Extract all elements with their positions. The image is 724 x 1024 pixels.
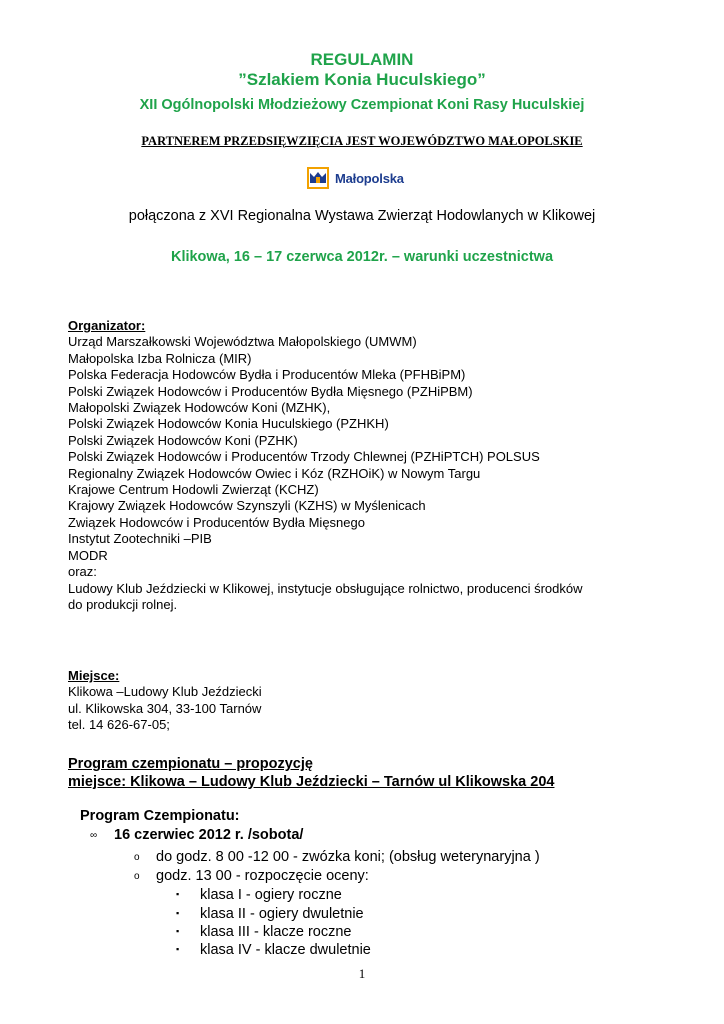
day-list-item [90,826,303,845]
square-bullet-icon: ▪ [176,889,180,899]
organizer-item: Instytut Zootechniki –PIB [68,531,212,547]
schedule-item [134,848,540,867]
program-subheading: Program Czempionatu: [80,808,240,824]
class-text: klasa III - klacze roczne [200,924,352,940]
place-section [68,668,262,734]
organizer-item: Polski Związek Hodowców i Producentów Bydła Mięsnego (PZHiPBM) [68,383,473,399]
place-heading: Miejsce: [68,668,120,683]
logo-text: Małopolska [335,170,404,186]
organizer-item: Krajowe Centrum Hodowli Zwierząt (KCHZ) [68,482,319,498]
schedule-text: do godz. 8 00 -12 00 - zwózka koni; (obsług weterynaryjna ) [156,849,540,865]
malopolska-logo-icon [307,167,329,189]
document-title: REGULAMIN [310,50,414,69]
square-bullet-icon: ▪ [176,908,180,918]
schedule-text: godz. 13 00 - rozpoczęcie oceny: [156,868,369,884]
organizer-item: Małopolska Izba Rolnicza (MIR) [68,350,252,366]
organizer-item: Krajowy Związek Hodowców Szynszyli (KZHS) w Myślenicach [68,498,426,514]
class-text: klasa IV - klacze dwuletnie [200,942,371,958]
square-bullet-icon: ▪ [176,926,180,936]
organizer-item: Polski Związek Hodowców Koni (PZHK) [68,432,298,448]
page-number: 1 [358,966,366,981]
circle-bullet-icon: o [134,852,140,863]
organizer-item: Polski Związek Hodowców i Producentów Trzody Chlewnej (PZHiPTCH) POLSUS [68,449,540,465]
place-line: ul. Klikowska 304, 33-100 Tarnów [68,700,262,716]
class-item [176,904,364,923]
schedule-item [134,867,369,886]
program-location: miejsce: Klikowa – Ludowy Klub Jeździecki – Tarnów ul Klikowska 204 [68,774,555,790]
day-label: 16 czerwiec 2012 r. /sobota/ [114,827,304,843]
organizer-item: Ludowy Klub Jeździecki w Klikowej, instytucje obsługujące rolnictwo, producenci środków [68,580,583,596]
organizer-heading: Organizator: [68,318,146,333]
organizer-item: Urząd Marszałkowski Województwa Małopolskiego (UMWM) [68,334,417,350]
combined-with-line: połączona z XVI Regionalna Wystawa Zwierząt Hodowlanych w Klikowej [128,208,596,224]
organizer-item: Związek Hodowców i Producentów Bydła Mięsnego [68,514,365,530]
class-item [176,940,371,959]
organizer-item: Regionalny Związek Hodowców Owiec i Kóz (RZHOiK) w Nowym Targu [68,465,481,481]
organizer-section [68,318,668,613]
place-line: Klikowa –Ludowy Klub Jeździecki [68,684,262,700]
class-item [176,922,352,941]
partner-statement: PARTNEREM PRZEDSIĘWZIĘCIA JEST WOJEWÓDZTWO MAŁOPOLSKIE [141,134,583,148]
document-subtitle: ”Szlakiem Konia Huculskiego” [238,70,486,89]
championship-title: XII Ogólnopolski Młodzieżowy Czempionat Koni Rasy Huculskiej [139,97,585,113]
organizer-item: MODR [68,547,108,563]
organizer-item: oraz: [68,564,97,580]
organizer-item: do produkcji rolnej. [68,596,178,612]
malopolska-logo [307,166,404,190]
class-item [176,885,342,904]
organizer-item: Małopolski Związek Hodowców Koni (MZHK), [68,400,331,416]
class-text: klasa I - ogiery roczne [200,887,342,903]
square-bullet-icon: ▪ [176,944,180,954]
organizer-item: Polski Związek Hodowców Konia Huculskiego (PZHKH) [68,416,389,432]
venue-date-line: Klikowa, 16 – 17 czerwca 2012r. – warunki uczestnictwa [170,249,554,265]
infinity-bullet-icon: ∞ [90,830,98,841]
circle-bullet-icon: o [134,871,140,882]
class-text: klasa II - ogiery dwuletnie [200,906,364,922]
place-line: tel. 14 626-67-05; [68,717,170,733]
program-title: Program czempionatu – propozycję [68,756,313,772]
organizer-item: Polska Federacja Hodowców Bydła i Producentów Mleka (PFHBiPM) [68,367,466,383]
